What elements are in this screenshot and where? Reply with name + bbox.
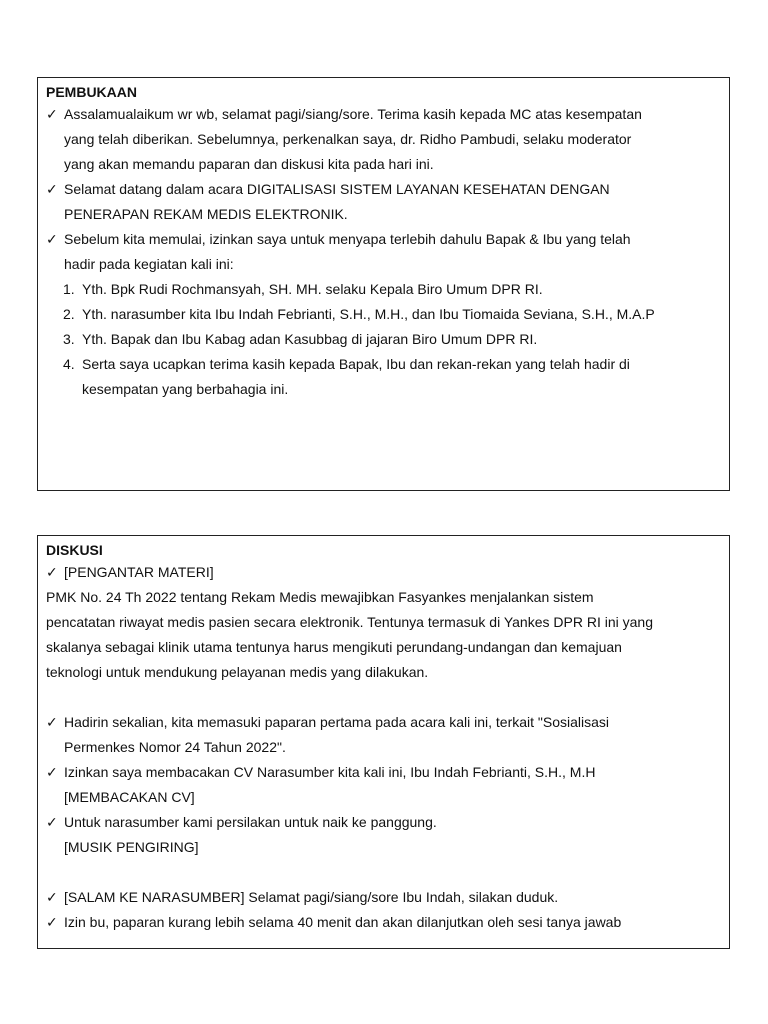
diskusi-heading: DISKUSI xyxy=(46,542,103,558)
diskusi-item-pengantar xyxy=(46,560,721,585)
checkmark-icon: ✓ xyxy=(46,764,58,780)
text-line: pencatatan riwayat medis pasien secara elektronik. Tentunya termasuk di Yankes DPR RI ini yang xyxy=(46,614,653,630)
text-line: Serta saya ucapkan terima kasih kepada Bapak, Ibu dan rekan-rekan yang telah hadir di xyxy=(82,356,630,372)
spacer xyxy=(46,860,721,885)
checkmark-icon: ✓ xyxy=(46,231,58,247)
item-number: 1. xyxy=(63,281,75,297)
item-number: 4. xyxy=(63,356,75,372)
diskusi-item-cv xyxy=(46,760,721,810)
text-line: Permenkes Nomor 24 Tahun 2022". xyxy=(64,739,286,755)
text-line: Selamat datang dalam acara DIGITALISASI SISTEM LAYANAN KESEHATAN DENGAN xyxy=(64,181,610,197)
diskusi-item-hadirin xyxy=(46,710,721,760)
numbered-item xyxy=(46,352,721,402)
text-line: Assalamualaikum wr wb, selamat pagi/siang/sore. Terima kasih kepada MC atas kesempatan xyxy=(64,106,642,122)
checkmark-icon: ✓ xyxy=(46,814,58,830)
text-line: [PENGANTAR MATERI] xyxy=(64,564,214,580)
text-line: teknologi untuk mendukung pelayanan medis yang dilakukan. xyxy=(46,664,429,680)
pembukaan-item-greeting xyxy=(46,102,721,177)
spacer xyxy=(46,685,721,710)
text-line: Yth. Bpk Rudi Rochmansyah, SH. MH. selaku Kepala Biro Umum DPR RI. xyxy=(82,281,543,297)
text-line: hadir pada kegiatan kali ini: xyxy=(64,256,234,272)
item-number: 2. xyxy=(63,306,75,322)
text-line: yang telah diberikan. Sebelumnya, perkenalkan saya, dr. Ridho Pambudi, selaku moderator xyxy=(64,131,632,147)
checkmark-icon: ✓ xyxy=(46,106,58,122)
pembukaan-item-salutation xyxy=(46,227,721,277)
text-line: [SALAM KE NARASUMBER] Selamat pagi/siang/sore Ibu Indah, silakan duduk. xyxy=(64,889,559,905)
diskusi-item-panggung xyxy=(46,810,721,860)
text-line: Hadirin sekalian, kita memasuki paparan pertama pada acara kali ini, terkait "Sosialisasi xyxy=(64,714,610,730)
item-number: 3. xyxy=(63,331,75,347)
checkmark-icon: ✓ xyxy=(46,564,58,580)
text-line: Untuk narasumber kami persilakan untuk naik ke panggung. xyxy=(64,814,437,830)
text-line: [MUSIK PENGIRING] xyxy=(64,839,199,855)
text-line: Yth. narasumber kita Ibu Indah Febrianti, S.H., M.H., dan Ibu Tiomaida Seviana, S.H., M.A.P xyxy=(82,306,655,322)
numbered-item xyxy=(46,302,721,327)
checkmark-icon: ✓ xyxy=(46,914,58,930)
text-line: Izinkan saya membacakan CV Narasumber kita kali ini, Ibu Indah Febrianti, S.H., M.H xyxy=(64,764,596,780)
text-line: Izin bu, paparan kurang lebih selama 40 menit dan akan dilanjutkan oleh sesi tanya jawab xyxy=(64,914,622,930)
text-line: kesempatan yang berbahagia ini. xyxy=(82,381,289,397)
text-line: Yth. Bapak dan Ibu Kabag adan Kasubbag di jajaran Biro Umum DPR RI. xyxy=(82,331,538,347)
pembukaan-heading: PEMBUKAAN xyxy=(46,84,137,100)
pembukaan-box xyxy=(37,77,730,491)
checkmark-icon: ✓ xyxy=(46,181,58,197)
text-line: [MEMBACAKAN CV] xyxy=(64,789,195,805)
checkmark-icon: ✓ xyxy=(46,889,58,905)
text-line: yang akan memandu paparan dan diskusi kita pada hari ini. xyxy=(64,156,434,172)
numbered-item xyxy=(46,327,721,352)
text-line: skalanya sebagai klinik utama tentunya harus mengikuti perundang-undangan dan kemajuan xyxy=(46,639,622,655)
numbered-item xyxy=(46,277,721,302)
diskusi-box xyxy=(37,535,730,949)
text-line: PENERAPAN REKAM MEDIS ELEKTRONIK. xyxy=(64,206,348,222)
diskusi-item-izin xyxy=(46,910,721,935)
diskusi-item-salam xyxy=(46,885,721,910)
checkmark-icon: ✓ xyxy=(46,714,58,730)
pembukaan-item-welcome xyxy=(46,177,721,227)
diskusi-paragraph xyxy=(46,585,721,685)
text-line: Sebelum kita memulai, izinkan saya untuk menyapa terlebih dahulu Bapak & Ibu yang telah xyxy=(64,231,631,247)
text-line: PMK No. 24 Th 2022 tentang Rekam Medis mewajibkan Fasyankes menjalankan sistem xyxy=(46,589,594,605)
